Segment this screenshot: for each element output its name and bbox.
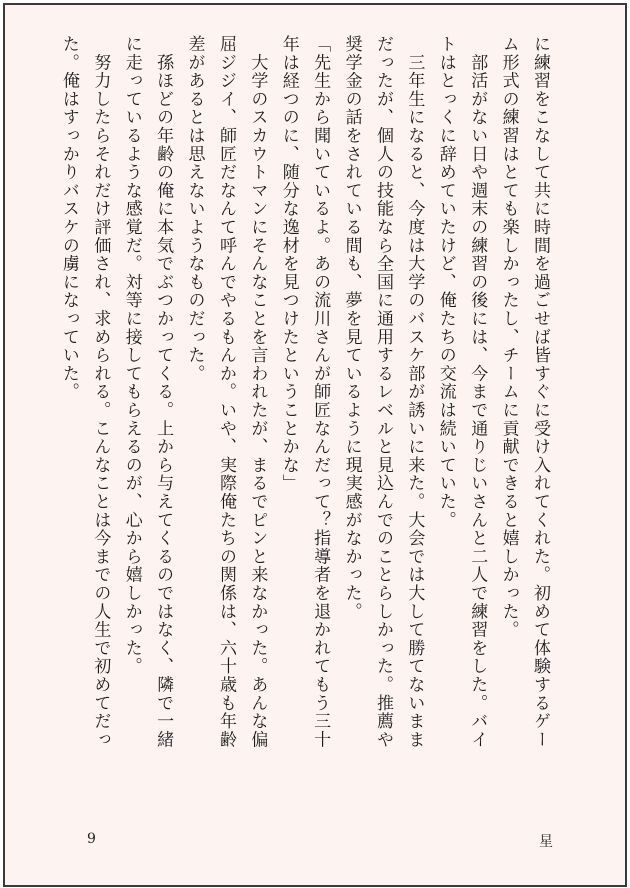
text-line: 孫ほどの年齢の俺に本気でぶつかってくる。上から与えてくるのではなく、隣で一緒 xyxy=(153,35,174,749)
text-line: た。俺はすっかりバスケの虜になっていた。 xyxy=(58,35,79,401)
text-line: 差があるとは思えないようなものだった。 xyxy=(184,35,205,383)
text-line: ム形式の練習はとても楽しかったし、チームに貢献できると嬉しかった。 xyxy=(498,35,519,639)
text-line: 努力したらそれだけ評価され、求められる。こんなことは今までの人生で初めてだっ xyxy=(90,35,111,749)
text-line: 奨学金の話をされている間も、夢を見ているように現実感がなかった。 xyxy=(341,35,362,621)
text-line: 「先生から聞いているよ。あの流川さんが師匠なんだって？指導者を退かれてもう三十 xyxy=(310,35,331,749)
text-line: トはとっくに辞めていたけど、俺たちの交流は続いていた。 xyxy=(435,35,456,530)
text-line: 屈ジジイ、師匠だなんて呼んでやるもんか。いや、実際俺たちの関係は、六十歳も年齢 xyxy=(215,35,236,749)
text-line: 大学のスカウトマンにそんなことを言われたが、まるでピンと来なかった。あんな偏 xyxy=(247,35,268,749)
text-line: 年は経つのに、随分な逸材を見つけたということかな」 xyxy=(278,35,299,493)
text-line: 三年生になると、今度は大学のバスケ部が誘いに来た。大会では大して勝てないまま xyxy=(404,35,425,749)
text-line: に走っているような感覚だ。対等に接してもらえるのが、心から嬉しかった。 xyxy=(121,35,142,676)
page xyxy=(3,3,627,887)
page-number: 9 xyxy=(87,831,96,847)
chapter-mark: 星 xyxy=(539,834,553,850)
vertical-text-body xyxy=(58,35,555,795)
text-line: だったが、個人の技能なら全国に通用するレベルと見込んでのことらしかった。推薦や xyxy=(372,35,393,749)
text-line: 部活がない日や週末の練習の後には、今まで通りじいさんと二人で練習をした。バイ xyxy=(467,35,488,749)
text-line: に練習をこなして共に時間を過ごせば皆すぐに受け入れてくれた。初めて体験するゲー xyxy=(530,35,550,749)
